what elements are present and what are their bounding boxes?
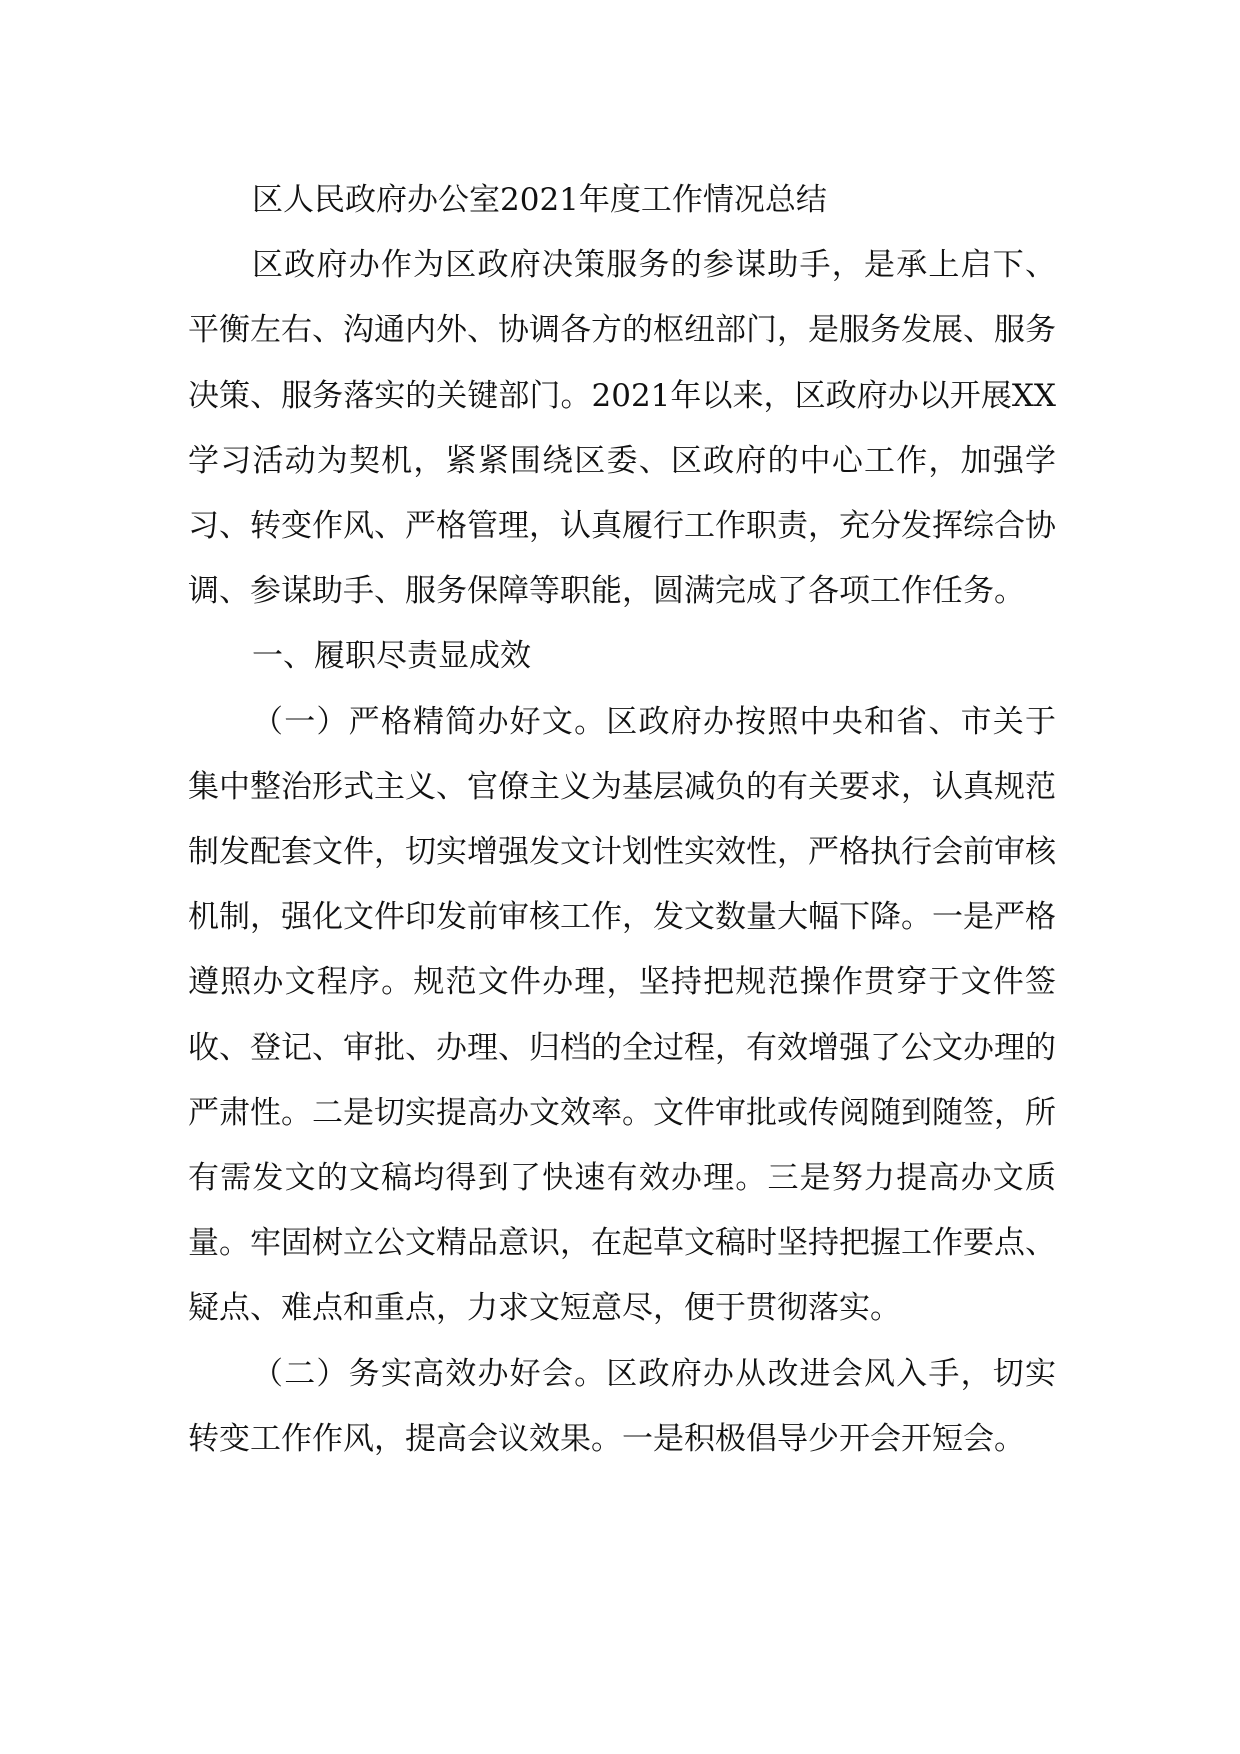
section1-item2-paragraph: （二）务实高效办好会。区政府办从改进会风入手，切实转变工作作风，提高会议效果。一是积极倡导少开会开短会。	[188, 1355, 1056, 1457]
document-body	[188, 168, 1056, 1472]
document-title: 区人民政府办公室2021年度工作情况总结	[252, 182, 827, 218]
section1-item1-paragraph: （一）严格精简办好文。区政府办按照中央和省、市关于集中整治形式主义、官僚主义为基层减负的有关要求，认真规范制发配套文件，切实增强发文计划性实效性，严格执行会前审核机制，强化文件印发前审核工作，发文数量大幅下降。一是严格遵照办文程序。规范文件办理，坚持把规范操作贯穿于文件签收、登记、审批、办理、归档的全过程，有效增强了公文办理的严肃性。二是切实提高办文效率。文件审批或传阅随到随签，所有需发文的文稿均得到了快速有效办理。三是努力提高办文质量。牢固树立公文精品意识，在起草文稿时坚持把握工作要点、疑点、难点和重点，力求文短意尽，便于贯彻落实。	[188, 703, 1056, 1327]
intro-paragraph: 区政府办作为区政府决策服务的参谋助手，是承上启下、平衡左右、沟通内外、协调各方的枢纽部门，是服务发展、服务决策、服务落实的关键部门。2021年以来，区政府办以开展XX学习活动为契机，紧紧围绕区委、区政府的中心工作，加强学习、转变作风、严格管理，认真履行工作职责，充分发挥综合协调、参谋助手、服务保障等职能，圆满完成了各项工作任务。	[188, 247, 1056, 610]
section-heading-1: 一、履职尽责显成效	[252, 638, 531, 675]
